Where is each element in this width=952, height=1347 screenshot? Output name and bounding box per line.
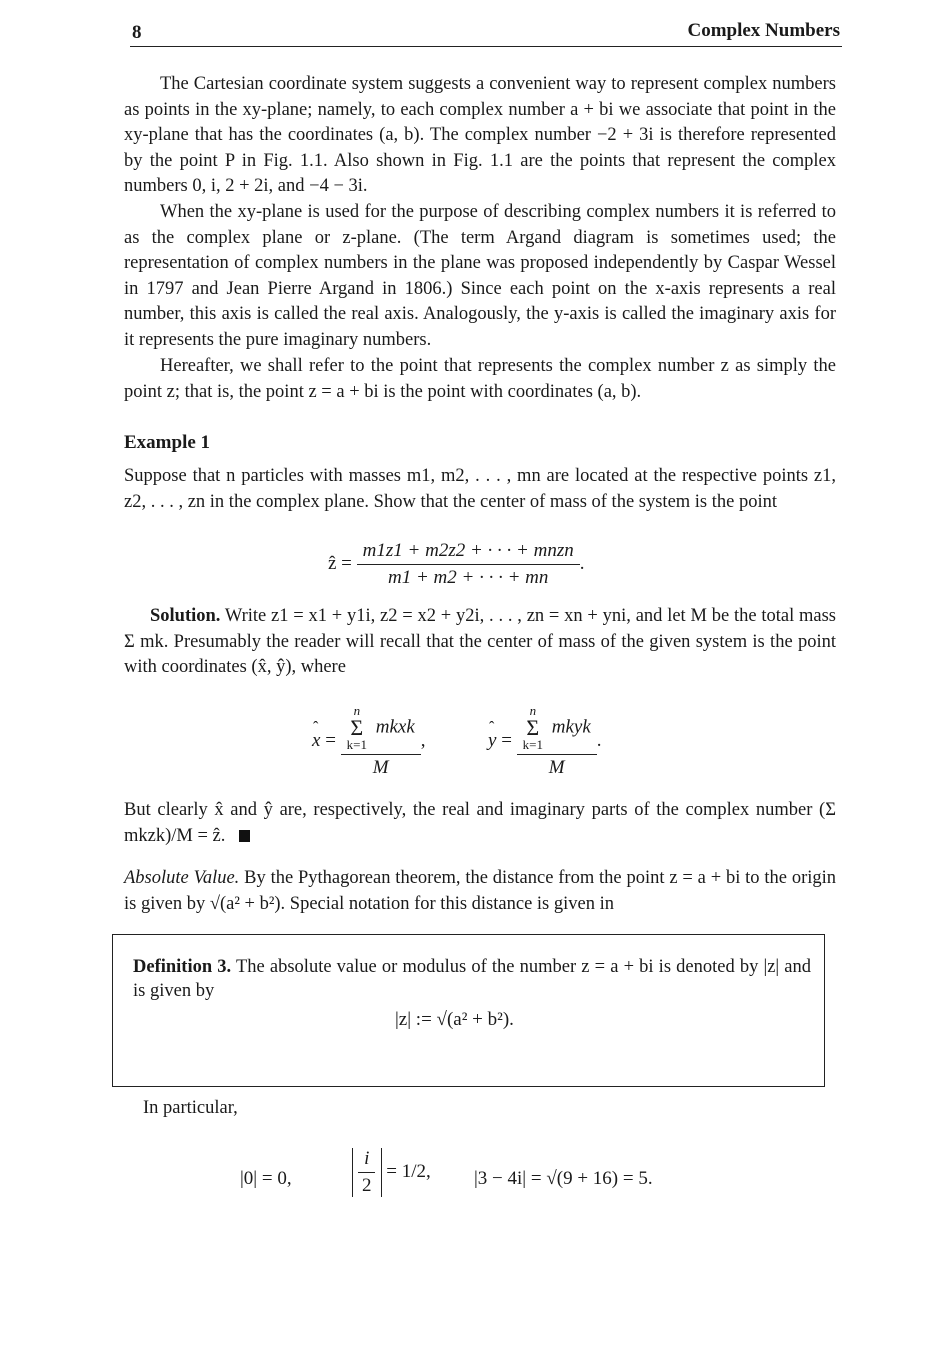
absolute-value-paragraph	[124, 866, 836, 917]
xhat-symbol: ˆ x	[312, 730, 320, 752]
absolute-value-label: Absolute Value.	[124, 868, 240, 888]
in-particular-label: In particular,	[143, 1098, 238, 1118]
center-denominator: m1 + m2 + · · · + mn	[387, 567, 549, 588]
definition-text: The absolute value or modulus of the number z = a + bi is denoted by |z| and is given by	[133, 957, 811, 1001]
xhat-summand: mkxk	[375, 716, 415, 738]
qed-square-icon	[239, 830, 250, 842]
paragraph-point-z: Hereafter, we shall refer to the point that represents the complex number z as simply the point z; that is, the point z = a + bi is the point with coordinates (a, b).	[124, 356, 836, 402]
example-abs-i-over-2	[352, 1148, 431, 1197]
yhat-fraction	[517, 704, 597, 779]
running-title: Complex Numbers	[687, 20, 840, 41]
example-abs-3-4i: |3 − 4i| = √(9 + 16) = 5.	[474, 1168, 653, 1189]
solution-text: Write z1 = x1 + y1i, z2 = x2 + y2i, . . . , zn = xn + yni, and let M be the total mass Σ mk. Presumably the reader will recall that the center of mass of the given system is the point with coordinates (x̂, ŷ), where	[124, 606, 836, 678]
definition-formula: |z| := √(a² + b²).	[395, 1009, 514, 1030]
definition-box	[112, 934, 825, 1087]
xhat-fraction	[341, 704, 421, 779]
example-abs-zero: |0| = 0,	[240, 1168, 292, 1189]
xhat-equation: ˆ x = n Σ k=1 mkxk M ,	[312, 704, 426, 779]
running-head	[130, 20, 842, 47]
abs-bars: $\frac{i}{2}$	[352, 1148, 382, 1197]
example-heading: Example 1	[124, 432, 211, 453]
solution-paragraph	[124, 604, 836, 681]
definition-label: Definition 3.	[133, 957, 232, 977]
abs-i-over-2-rhs: = 1/2,	[386, 1160, 431, 1182]
yhat-symbol: ˆ y	[488, 730, 496, 752]
paragraph-cartesian: The Cartesian coordinate system suggests a convenient way to represent complex numbers as points in the xy-plane; namely, to each complex number a + bi we associate that point in the xy-plane that has the coordinates (a, b). The complex number −2 + 3i is therefore represented by the point P in Fig. 1.1. Also shown in Fig. 1.1 are the points that represent the complex numbers 0, i, 2 + 2i, and −4 − 3i.	[124, 74, 836, 197]
sum-sign: n Σ k=1	[346, 703, 367, 752]
conclusion-paragraph	[124, 798, 836, 849]
sum-sign: n Σ k=1	[522, 703, 543, 752]
yhat-summand: mkyk	[551, 716, 591, 738]
absolute-value-text: By the Pythagorean theorem, the distance from the point z = a + bi to the origin is given by √(a² + b²). Special notation for this distance is given in	[124, 868, 837, 914]
paragraph-complex-plane: When the xy-plane is used for the purpose of describing complex numbers it is referred to as the complex plane or z-plane. (The term Argand diagram is sometimes used; the representation of complex numbers in the plane was proposed independently by Caspar Wessel in 1797 and Jean Pierre Argand in 1806.) Since each point on the x-axis represents a real number, this axis is called the real axis. Analogously, the y-axis is called the imaginary axis for it represents the pure imaginary numbers.	[124, 202, 836, 350]
example-statement: Suppose that n particles with masses m1, m2, . . . , mn are located at the respective points z1, z2, . . . , zn in the complex plane. Show that the center of mass of the system is the point	[124, 466, 836, 512]
definition-text-block	[133, 955, 811, 1003]
xhat-denominator: M	[372, 757, 389, 778]
page-number: 8	[132, 22, 142, 43]
conclusion-text: But clearly x̂ and ŷ are, respectively, the real and imaginary parts of the complex number (Σ mkzk)/M = ẑ.	[124, 800, 836, 846]
solution-label: Solution.	[150, 606, 221, 626]
yhat-equation: ˆ y = n Σ k=1 mkyk M .	[488, 704, 602, 779]
center-fraction	[357, 540, 580, 589]
center-of-mass-equation: ẑ = $\frac{\text{m1z1 + m2z2 + · · · + mnzn}}{m1 + m2 + \cdot \cdot \cdot + mn}$ .	[328, 540, 585, 588]
absolute-value-examples	[240, 1148, 720, 1208]
center-lhs: ẑ =	[328, 552, 352, 574]
center-numerator: m1z1 + m2z2 + · · · + mnzn	[357, 540, 580, 565]
yhat-denominator: M	[548, 757, 565, 778]
